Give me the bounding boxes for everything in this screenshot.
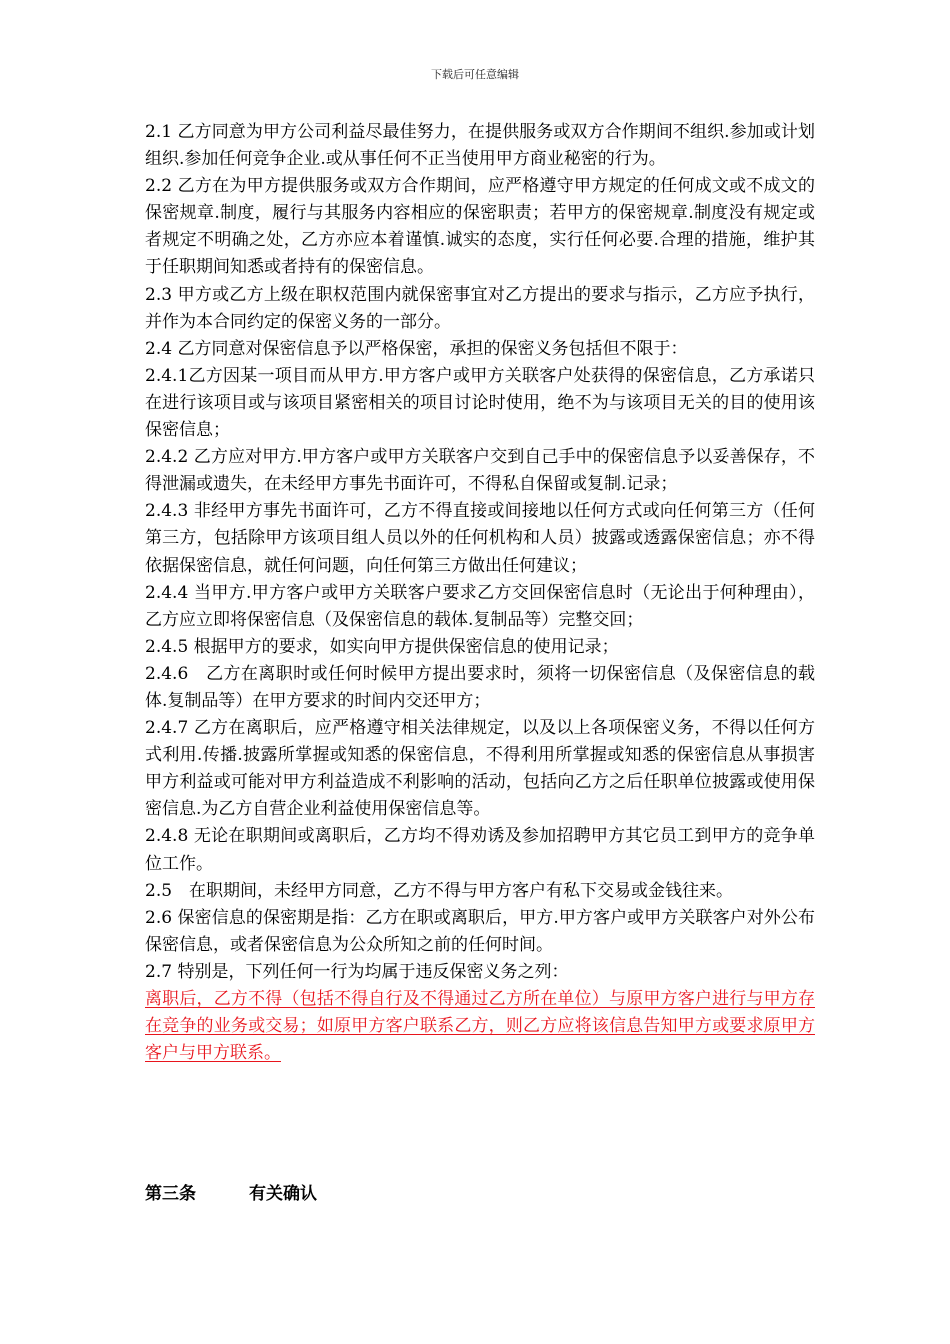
clause-2-6: 2.6 保密信息的保密期是指：乙方在职或离职后，甲方.甲方客户或甲方关联客户对外公布保密信息，或者保密信息为公众所知之前的任何时间。 [145, 907, 815, 955]
section-title: 有关确认 [249, 1184, 317, 1204]
clause-2-4-1: 2.4.1乙方因某一项目而从甲方.甲方客户或甲方关联客户处获得的保密信息，乙方承诺只在进行该项目或与该项目紧密相关的项目讨论时使用，绝不为与该项目无关的目的使用该保密信息； [145, 365, 815, 441]
clause-2-4: 2.4 乙方同意对保密信息予以严格保密，承担的保密义务包括但不限于： [145, 338, 688, 359]
clause-2-4-4: 2.4.4 当甲方.甲方客户或甲方关联客户要求乙方交回保密信息时（无论出于何种理由），乙方应立即将保密信息（及保密信息的载体.复制品等）完整交回； [145, 582, 815, 630]
document-body [145, 119, 815, 1067]
clause-2-7: 2.7 特别是，下列任何一行为均属于违反保密义务之列： [145, 961, 569, 982]
clause-2-4-3: 2.4.3 非经甲方事先书面许可，乙方不得直接或间接地以任何方式或向任何第三方（任何第三方，包括除甲方该项目组人员以外的任何机构和人员）披露或透露保密信息；亦不得依据保密信息，就任何问题，向任何第三方做出任何建议； [145, 501, 815, 576]
clause-2-4-6: 2.4.6 乙方在离职时或任何时候甲方提出要求时，须将一切保密信息（及保密信息的载体.复制品等）在甲方要求的时间内交还甲方； [145, 663, 815, 711]
clause-2-4-5: 2.4.5 根据甲方的要求，如实向甲方提供保密信息的使用记录； [145, 636, 619, 657]
clause-2-4-2: 2.4.2 乙方应对甲方.甲方客户或甲方关联客户交到自己手中的保密信息予以妥善保存，不得泄漏或遗失，在未经甲方事先书面许可，不得私自保留或复制.记录； [145, 447, 815, 495]
page-header: 下载后可任意编辑 [431, 68, 519, 81]
clause-2-2: 2.2 乙方在为甲方提供服务或双方合作期间，应严格遵守甲方规定的任何成文或不成文的保密规章.制度，履行与其服务内容相应的保密职责；若甲方的保密规章.制度没有规定或者规定不明确之处，乙方亦应本着谨慎.诚实的态度，实行任何必要.合理的措施，维护其于任职期间知悉或者持有的保密信息。 [145, 176, 815, 278]
clause-2-4-7: 2.4.7 乙方在离职后，应严格遵守相关法律规定，以及以上各项保密义务，不得以任何方式利用.传播.披露所掌握或知悉的保密信息，不得利用所掌握或知悉的保密信息从事损害甲方利益或可能对甲方利益造成不利影响的活动，包括向乙方之后任职单位披露或使用保密信息.为乙方自营企业利益使用保密信息等。 [145, 718, 815, 820]
section-heading [145, 1179, 317, 1204]
section-number: 第三条 [145, 1184, 196, 1204]
clause-2-5: 2.5 在职期间，未经甲方同意，乙方不得与甲方客户有私下交易或金钱往来。 [145, 880, 734, 901]
clause-2-4-8: 2.4.8 无论在职期间或离职后，乙方均不得劝诱及参加招聘甲方其它员工到甲方的竞争单位工作。 [145, 826, 815, 874]
emphasized-clause: 离职后，乙方不得（包括不得自行及不得通过乙方所在单位）与原甲方客户进行与甲方存在竞争的业务或交易；如原甲方客户联系乙方，则乙方应将该信息告知甲方或要求原甲方客户与甲方联系。 [145, 989, 815, 1064]
clause-2-3: 2.3 甲方或乙方上级在职权范围内就保密事宜对乙方提出的要求与指示，乙方应予执行，并作为本合同约定的保密义务的一部分。 [145, 284, 815, 332]
clause-2-1: 2.1 乙方同意为甲方公司利益尽最佳努力，在提供服务或双方合作期间不组织.参加或计划组织.参加任何竞争企业.或从事任何不正当使用甲方商业秘密的行为。 [145, 122, 815, 170]
